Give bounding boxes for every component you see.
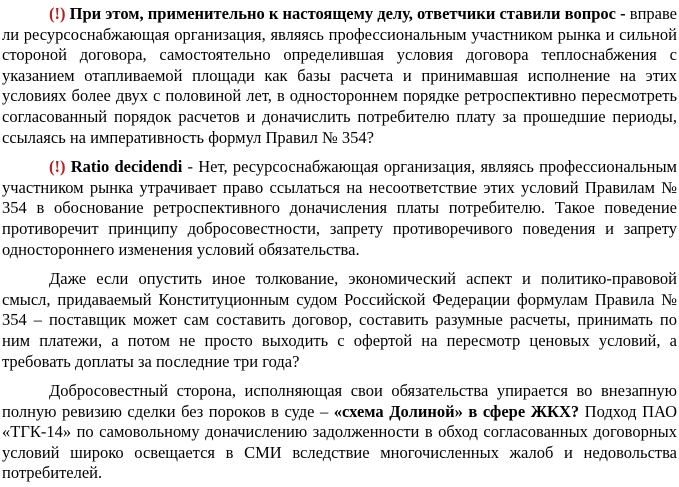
text-run: вправе ли ресурсоснабжающая организация, являясь профессиональным участником рынка и сильной стороной договора, самостоятельно определившая условия договора теплоснабжения с указанием отапливаемой площади как базы расчета и принимавшая исполнение на этих условиях более двух с половиной лет, в одностороннем порядке ретроспективно пересмотреть согласованный порядок расчетов и доначислить потребителю плату за прошедшие периоды, ссылаясь на императивность формул Правил № 354? bbox=[2, 4, 677, 147]
paragraph-good-faith-party bbox=[2, 381, 677, 484]
document-body bbox=[2, 4, 677, 484]
attention-marker: (!) bbox=[49, 157, 66, 177]
text-run: Подход ПАО «ТГК-14» по самовольному доначислению задолженности в обход согласованных договорных условий широко освещается в СМИ вследствие многочисленных жалоб и недовольства потребителей. bbox=[2, 401, 677, 483]
paragraph-ratio-decidendi bbox=[2, 157, 677, 260]
text-run: При этом, применительно к настоящему делу, ответчики ставили вопрос - bbox=[65, 4, 626, 23]
text-run: Добросовестный сторона, исполняющая свои обязательства упирается во внезапную полную ревизию сделки без пороков в суде – bbox=[2, 381, 677, 421]
paragraph-economic-aspect bbox=[2, 269, 677, 372]
attention-marker: (!) bbox=[49, 4, 66, 23]
paragraph-issue-question bbox=[2, 4, 677, 148]
text-run: «схема Долиной» в сфере ЖКХ? bbox=[333, 401, 580, 421]
text-run: Даже если опустить иное толкование, экономический аспект и политико-правовой смысл, придаваемый Конституционным судом Российской Федерации формулам Правила № 354 – поставщик может сам составить договор, составить разумные расчеты, принимать по ним платежи, а потом не просто выходить с офертой на пересмотр ценовых условий, а требовать доплаты за последние три года? bbox=[2, 269, 677, 371]
text-run: Ratio decidendi bbox=[65, 157, 183, 177]
text-run: - Нет, ресурсоснабжающая организация, являясь профессиональным участником рынка утрачивает право ссылаться на несоответствие этих условий Правилам № 354 в обоснование ретроспективного доначисления платы потребителю. Такое поведение противоречит принципу добросовестности, запрету противоречивого поведения и запрету одностороннего изменения условий обязательства. bbox=[2, 157, 678, 259]
